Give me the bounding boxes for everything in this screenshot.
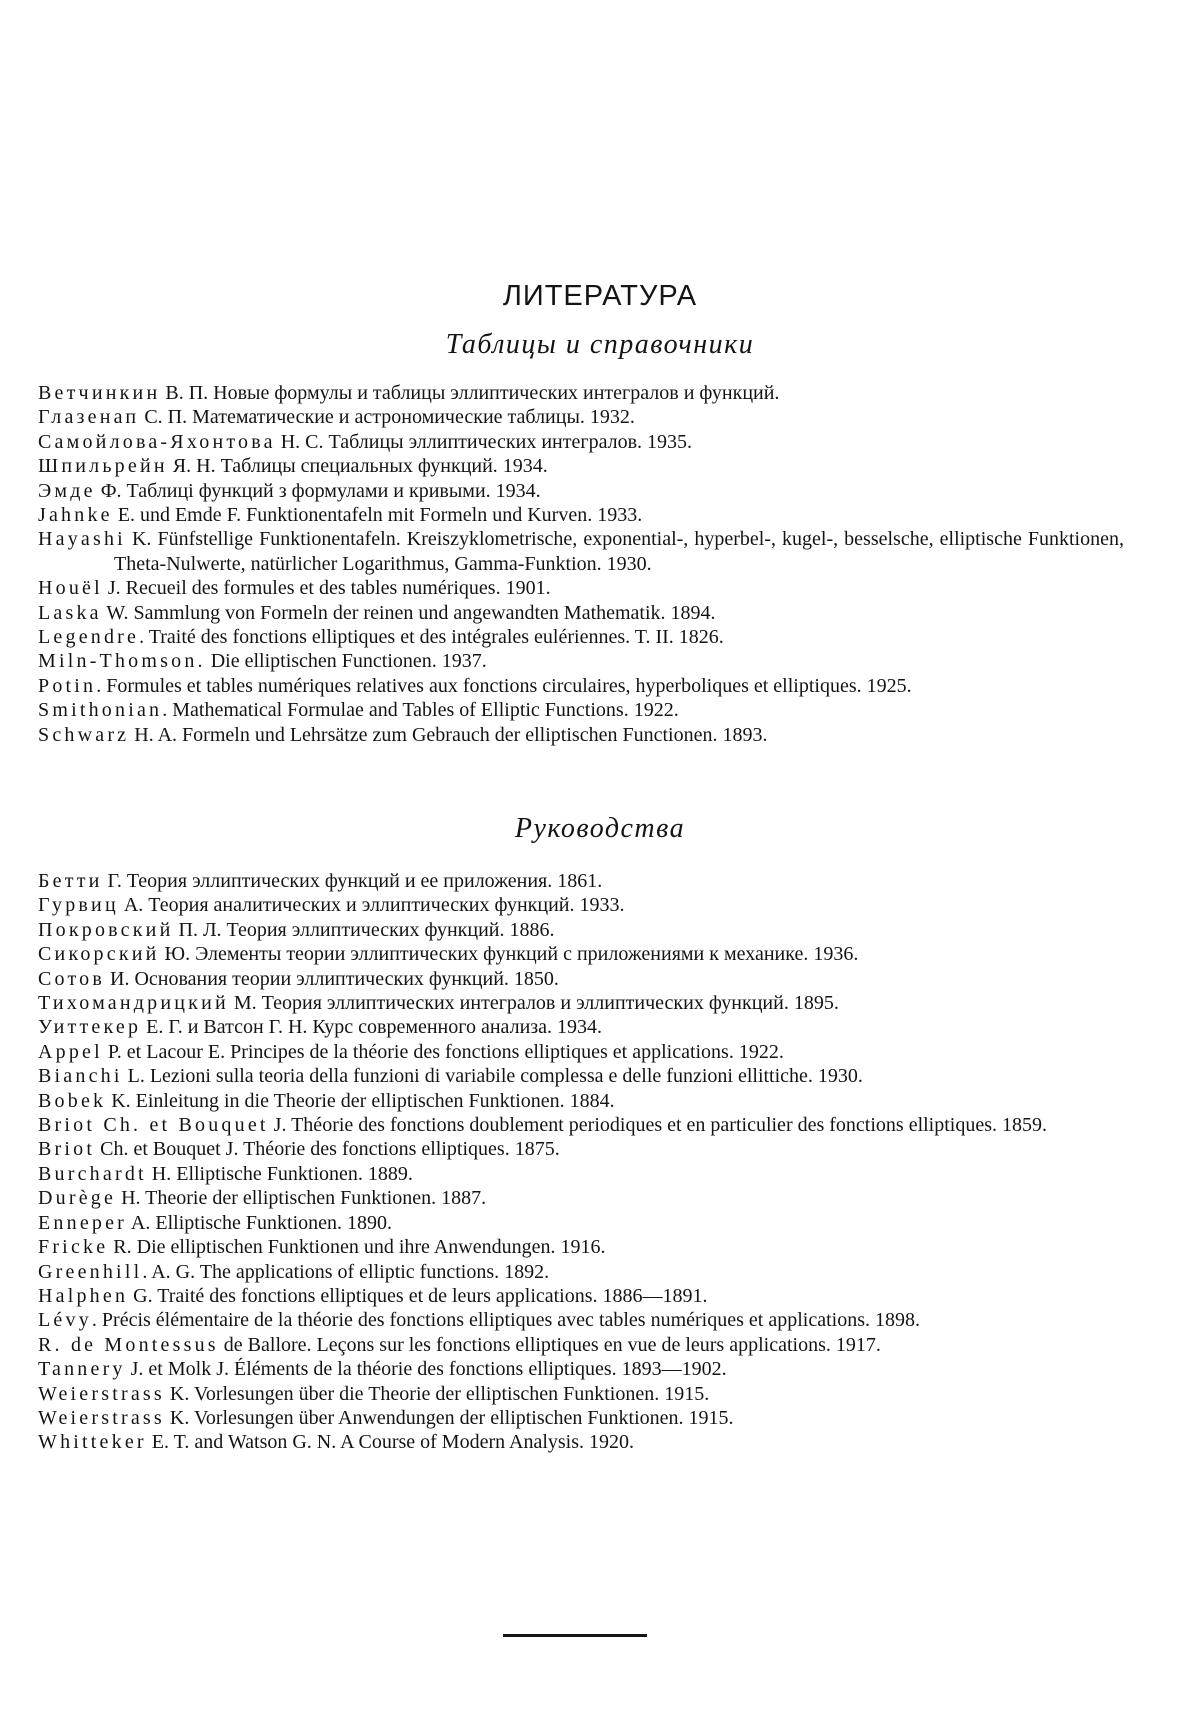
reference-item bbox=[38, 1308, 1124, 1332]
reference-author: Шпильрейн bbox=[38, 455, 168, 478]
reference-item bbox=[38, 1040, 1124, 1064]
reference-text: Я. Н. Таблицы специальных функций. 1934. bbox=[167, 455, 548, 478]
reference-author: Halphen bbox=[38, 1284, 129, 1307]
reference-author: Тихомандрицкий bbox=[38, 992, 229, 1015]
reference-item bbox=[38, 625, 1124, 649]
reference-text: K. Vorlesungen über Anwendungen der elliptischen Funktionen. 1915. bbox=[164, 1406, 734, 1429]
reference-text: В. П. Новые формулы и таблицы эллиптических интегралов и функций. bbox=[160, 382, 780, 404]
reference-text: . Précis élémentaire de la théorie des fonctions elliptiques avec tables numériques et applications. 1898. bbox=[91, 1309, 920, 1332]
reference-item bbox=[38, 918, 1124, 942]
reference-text: H. Theorie der elliptischen Funktionen. 1887. bbox=[116, 1187, 487, 1210]
reference-item bbox=[38, 527, 1124, 576]
reference-text: K. Fünfstellige Funktionentafeln. Kreiszyklometrische, exponential-, hyperbel-, kugel-, besselsche, elliptische Funktionen, Theta-Nulwerte, natürlicher Logarithmus, Gamma-Funktion. 1930. bbox=[114, 528, 1124, 575]
reference-text: K. Vorlesungen über die Theorie der elliptischen Funktionen. 1915. bbox=[164, 1382, 710, 1405]
reference-author: Briot Ch. et Bouquet bbox=[38, 1114, 269, 1137]
reference-text: K. Einleitung in die Theorie der elliptischen Funktionen. 1884. bbox=[106, 1089, 615, 1112]
reference-author: Legendre bbox=[38, 626, 140, 649]
reference-item bbox=[38, 967, 1124, 991]
reference-text: . Formules et tables numériques relatives aux fonctions circulaires, hyperboliques et elliptiques. 1925. bbox=[96, 674, 912, 697]
reference-text: И. Основания теории эллиптических функций. 1850. bbox=[105, 967, 559, 990]
reference-author: Smithonian bbox=[38, 699, 163, 722]
reference-author: Weierstrass bbox=[38, 1382, 165, 1405]
reference-text: E. T. and Watson G. N. A Course of Modern Analysis. 1920. bbox=[146, 1431, 635, 1454]
reference-text: A. Elliptische Funktionen. 1890. bbox=[127, 1211, 393, 1234]
reference-item bbox=[38, 479, 1124, 503]
reference-item bbox=[38, 991, 1124, 1015]
reference-item bbox=[38, 1162, 1124, 1186]
reference-author: Бетти bbox=[38, 870, 103, 892]
reference-text: J. Théorie des fonctions doublement periodiques et en particulier des fonctions elliptiques. 1859. bbox=[268, 1114, 1048, 1137]
reference-item bbox=[38, 649, 1124, 673]
reference-text: H. A. Formeln und Lehrsätze zum Gebrauch der elliptischen Functionen. 1893. bbox=[129, 723, 768, 746]
reference-item bbox=[38, 723, 1124, 747]
reference-author: R. de Montessus bbox=[38, 1333, 219, 1356]
reference-author: Briot bbox=[38, 1138, 96, 1161]
reference-text: Ф. Таблиці функций з формулами и кривыми. 1934. bbox=[95, 479, 541, 502]
reference-author: Уиттекер bbox=[38, 1016, 142, 1039]
reference-author: Lévy bbox=[38, 1309, 92, 1332]
reference-text: . Traité des fonctions elliptiques et des intégrales eulériennes. T. II. 1826. bbox=[139, 626, 724, 649]
reference-text: J. Recueil des formules et des tables numériques. 1901. bbox=[102, 577, 551, 600]
reference-text: H. Elliptische Funktionen. 1889. bbox=[146, 1162, 413, 1185]
reference-item bbox=[38, 503, 1124, 527]
reference-author: Miln-Thomson. bbox=[38, 650, 206, 673]
reference-item bbox=[38, 381, 1124, 405]
reference-item bbox=[38, 601, 1124, 625]
reference-author: Jahnke bbox=[38, 504, 113, 527]
reference-item bbox=[38, 1333, 1124, 1357]
reference-author: Potin bbox=[38, 674, 97, 697]
reference-text: G. Traité des fonctions elliptiques et de leurs applications. 1886—1891. bbox=[128, 1284, 708, 1307]
reference-author: Tannery bbox=[38, 1358, 126, 1381]
reference-text: W. Sammlung von Formeln der reinen und angewandten Mathematik. 1894. bbox=[101, 601, 716, 624]
reference-author: Покровский bbox=[38, 918, 174, 941]
reference-list-tables bbox=[38, 381, 1124, 747]
reference-item bbox=[38, 1406, 1124, 1430]
reference-text: Н. С. Таблицы эллиптических интегралов. 1935. bbox=[275, 430, 693, 453]
reference-item bbox=[38, 1137, 1124, 1161]
page-heading: ЛИТЕРАТУРА bbox=[502, 280, 698, 312]
reference-author: Самойлова-Яхонтова bbox=[38, 430, 276, 453]
reference-item bbox=[38, 1382, 1124, 1406]
reference-item bbox=[38, 893, 1124, 917]
reference-item bbox=[38, 1064, 1124, 1088]
reference-item bbox=[38, 1235, 1124, 1259]
reference-author: Bobek bbox=[38, 1089, 107, 1112]
reference-list-manuals bbox=[38, 869, 1124, 1455]
reference-item bbox=[38, 1260, 1124, 1284]
reference-item bbox=[38, 1015, 1124, 1039]
reference-text: L. Lezioni sulla teoria della funzioni di variabile complessa e delle funzioni ellittiche. 1930. bbox=[122, 1065, 863, 1088]
reference-text: de Ballore. Leçons sur les fonctions elliptiques en vue de leurs applications. 1917. bbox=[218, 1333, 881, 1356]
reference-author: Fricke bbox=[38, 1236, 109, 1259]
reference-author: Durège bbox=[38, 1187, 117, 1210]
footer-rule bbox=[503, 1634, 647, 1637]
reference-text: Г. Теория эллиптических функций и ее приложения. 1861. bbox=[102, 870, 603, 892]
reference-author: Houël bbox=[38, 577, 103, 600]
reference-author: Сотов bbox=[38, 967, 105, 990]
reference-author: Weierstrass bbox=[38, 1406, 165, 1429]
reference-author: Hayashi bbox=[38, 528, 126, 551]
reference-text: А. Теория аналитических и эллиптических функций. 1933. bbox=[118, 894, 625, 917]
reference-author: Enneper bbox=[38, 1211, 128, 1234]
reference-item bbox=[38, 1357, 1124, 1381]
reference-text: Е. Г. и Ватсон Г. Н. Курс современного анализа. 1934. bbox=[141, 1016, 603, 1039]
reference-author: Greenhill bbox=[38, 1260, 143, 1283]
reference-item bbox=[38, 1089, 1124, 1113]
reference-author: Schwarz bbox=[38, 723, 130, 746]
reference-author: Эмде bbox=[38, 479, 96, 502]
reference-text: . A. G. The applications of elliptic functions. 1892. bbox=[142, 1260, 550, 1283]
reference-item bbox=[38, 430, 1124, 454]
reference-item bbox=[38, 1186, 1124, 1210]
reference-item bbox=[38, 698, 1124, 722]
reference-item bbox=[38, 1284, 1124, 1308]
section-title-manuals: Руководства bbox=[514, 813, 686, 844]
reference-author: Burchardt bbox=[38, 1162, 147, 1185]
reference-item bbox=[38, 1113, 1124, 1137]
reference-author: Сикорский bbox=[38, 943, 160, 966]
reference-author: Гурвиц bbox=[38, 894, 119, 917]
reference-text: Ch. et Bouquet J. Théorie des fonctions elliptiques. 1875. bbox=[95, 1138, 560, 1161]
reference-item bbox=[38, 942, 1124, 966]
reference-item bbox=[38, 1211, 1124, 1235]
reference-item bbox=[38, 674, 1124, 698]
reference-item bbox=[38, 869, 1124, 893]
section-title-tables: Таблицы и справочники bbox=[445, 329, 755, 360]
reference-text: С. П. Математические и астрономические таблицы. 1932. bbox=[139, 406, 635, 429]
reference-text: J. et Molk J. Éléments de la théorie des fonctions elliptiques. 1893—1902. bbox=[125, 1358, 727, 1381]
reference-text: П. Л. Теория эллиптических функций. 1886. bbox=[173, 918, 555, 941]
reference-item bbox=[38, 576, 1124, 600]
reference-text: Die elliptischen Functionen. 1937. bbox=[205, 650, 487, 673]
reference-text: М. Теория эллиптических интегралов и эллиптических функций. 1895. bbox=[228, 992, 839, 1015]
reference-author: Appel bbox=[38, 1040, 103, 1063]
reference-item bbox=[38, 454, 1124, 478]
reference-author: Whitteker bbox=[38, 1431, 147, 1454]
reference-item bbox=[38, 1430, 1124, 1454]
reference-text: R. Die elliptischen Funktionen und ihre Anwendungen. 1916. bbox=[108, 1236, 606, 1259]
reference-text: Ю. Элементы теории эллиптических функций с приложениями к механике. 1936. bbox=[159, 943, 859, 966]
reference-text: P. et Lacour E. Principes de la théorie des fonctions elliptiques et applications. 1922. bbox=[102, 1040, 784, 1063]
reference-text: E. und Emde F. Funktionentafeln mit Formeln und Kurven. 1933. bbox=[112, 504, 643, 527]
reference-author: Глазенап bbox=[38, 406, 140, 429]
reference-text: . Mathematical Formulae and Tables of Elliptic Functions. 1922. bbox=[162, 699, 679, 722]
reference-item bbox=[38, 405, 1124, 429]
reference-author: Ветчинкин bbox=[38, 382, 161, 404]
reference-author: Bianchi bbox=[38, 1065, 123, 1088]
reference-author: Laska bbox=[38, 601, 102, 624]
